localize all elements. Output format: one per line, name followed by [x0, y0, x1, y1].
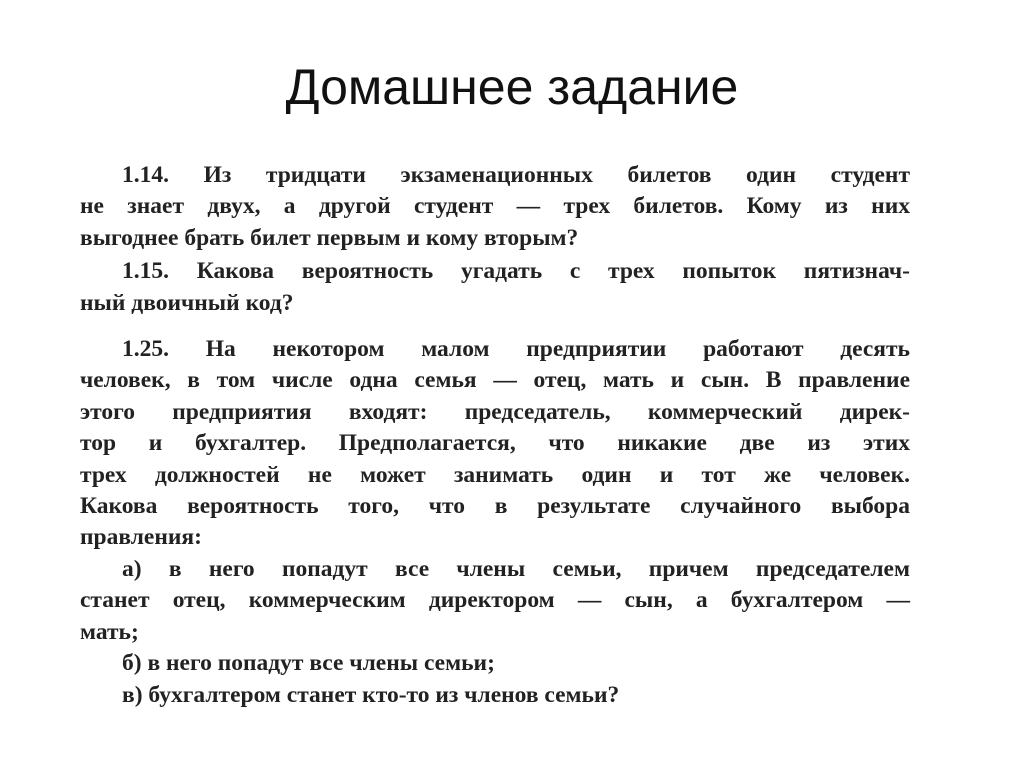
problem-line: мать; — [80, 618, 139, 645]
problem-line: б) в него попадут все члены семьи; — [122, 650, 495, 677]
problem-line: а) в него попадут все члены семьи, причем председателем — [122, 555, 910, 582]
problem-line: Какова вероятность того, что в результате случайного выбора — [80, 493, 910, 520]
problem-line: человек, в том числе одна семья — отец, мать и сын. В правление — [80, 367, 910, 394]
problem-line: не знает двух, а другой студент — трех билетов. Кому из них — [80, 193, 910, 220]
problem-1-14 — [80, 160, 910, 254]
problem-line: 1.15. Какова вероятность угадать с трех попыток пятизнач- — [122, 258, 910, 285]
problem-line: выгоднее брать билет первым и кому вторым? — [80, 224, 579, 251]
problem-1-25 — [80, 334, 910, 711]
problem-line: трех должностей не может занимать один и тот же человек. — [80, 461, 910, 488]
problem-line: в) бухгалтером станет кто-то из членов семьи? — [122, 681, 620, 708]
problem-line: тор и бухгалтер. Предполагается, что никакие две из этих — [80, 430, 910, 457]
problem-line: 1.14. Из тридцати экзаменационных билетов один студент — [122, 162, 910, 188]
problem-1-15 — [80, 256, 910, 319]
scanned-textbook-excerpt — [80, 160, 910, 711]
problem-line: станет отец, коммерческим директором — сын, а бухгалтером — — [80, 587, 910, 614]
problem-line: 1.25. На некотором малом предприятии работают десять — [122, 336, 910, 363]
slide-title: Домашнее задание — [285, 59, 739, 115]
problem-line: этого предприятия входят: председатель, коммерческий дирек- — [80, 398, 910, 425]
spacer — [80, 319, 910, 334]
problem-line: ный двоичный код? — [80, 289, 294, 316]
problem-line: правления: — [80, 524, 202, 551]
